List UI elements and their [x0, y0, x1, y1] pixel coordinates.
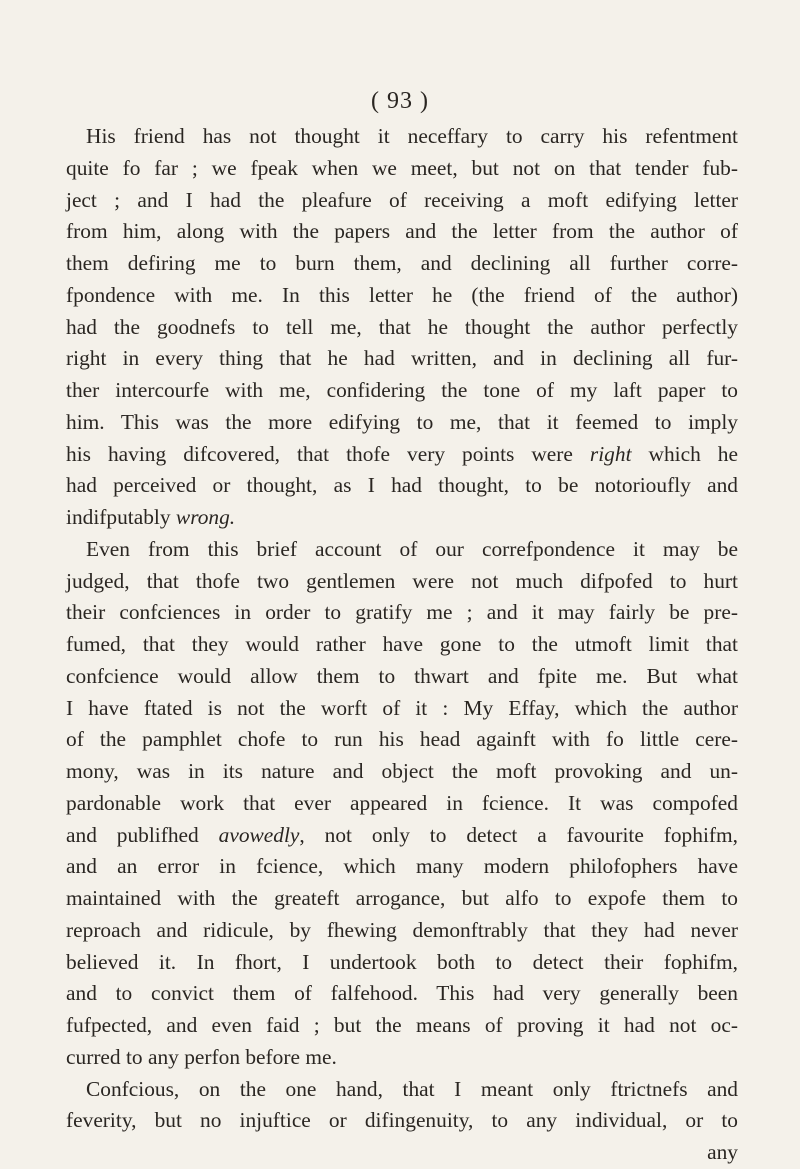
text-segment: believed it. In fhort, I undertook both to detect their fophifm,	[66, 949, 738, 974]
text-line	[66, 566, 738, 598]
text-line	[66, 1010, 738, 1042]
text-line	[66, 1042, 738, 1074]
italic-text: avowedly	[218, 822, 300, 847]
text-segment: pardonable work that ever appeared in fcience. It was compofed	[66, 790, 738, 815]
text-line	[66, 280, 738, 312]
text-segment: indifputably	[66, 505, 176, 529]
text-segment: fufpected, and even faid ; but the means of proving it had not oc-	[66, 1013, 738, 1037]
text-segment: and publifhed	[66, 822, 219, 847]
text-segment: Even from this brief account of our correfpondence it may be	[86, 536, 738, 561]
page-number: ( 93 )	[371, 88, 429, 114]
text-segment: his having difcovered, that thofe very points were	[66, 441, 590, 466]
text-line	[66, 248, 738, 280]
text-line	[66, 153, 738, 185]
text-line	[66, 439, 738, 471]
text-segment: and to convict them of falfehood. This had very generally been	[66, 981, 738, 1006]
text-line	[66, 788, 738, 820]
text-segment: confcience would allow them to thwart and fpite me. But what	[66, 663, 738, 688]
text-segment: him. This was the more edifying to me, that it feemed to imply	[66, 409, 738, 434]
text-line	[66, 1105, 738, 1137]
text-segment: their confciences in order to gratify me ; and it may fairly be pre-	[66, 600, 738, 625]
text-line	[66, 661, 738, 693]
text-segment: quite fo far ; we fpeak when we meet, but not on that tender fub-	[66, 155, 738, 180]
text-line	[66, 1137, 738, 1169]
text-line	[66, 756, 738, 788]
text-segment: judged, that thofe two gentlemen were not much difpofed to hurt	[66, 568, 738, 593]
text-line	[66, 883, 738, 915]
text-line	[66, 724, 738, 756]
text-line	[66, 216, 738, 248]
text-line	[66, 502, 738, 534]
text-line	[66, 407, 738, 439]
text-line	[66, 978, 738, 1010]
text-line	[66, 1074, 738, 1106]
text-segment: , not only to detect a favourite fophifm,	[299, 822, 738, 847]
text-segment: ject ; and I had the pleafure of receiving a moft edifying letter	[66, 187, 738, 212]
text-segment: maintained with the greateft arrogance, but alfo to expofe them to	[66, 886, 738, 910]
italic-text: wrong.	[175, 505, 236, 529]
text-line	[66, 312, 738, 344]
text-segment: had the goodnefs to tell me, that he thought the author perfectly	[66, 314, 738, 339]
text-line	[66, 629, 738, 661]
text-segment: curred to any perfon before me.	[66, 1044, 337, 1069]
text-segment: mony, was in its nature and object the moft provoking and un-	[66, 759, 738, 783]
text-segment: had perceived or thought, as I had thought, to be notorioufly and	[66, 473, 738, 498]
text-segment: I have ftated is not the worft of it : My Effay, which the author	[66, 695, 738, 720]
text-segment: and an error in fcience, which many modern philofophers have	[66, 854, 738, 879]
text-segment: ther intercourfe with me, confidering the tone of my laft paper to	[66, 378, 738, 402]
text-line	[66, 597, 738, 629]
text-line	[66, 915, 738, 947]
text-segment: feverity, but no injuftice or difingenuity, to any individual, or to	[66, 1108, 738, 1133]
text-segment: fpondence with me. In this letter he (the friend of the author)	[66, 282, 738, 307]
body-text	[66, 121, 738, 1169]
text-line	[66, 534, 738, 566]
text-line	[66, 820, 738, 852]
text-segment: from him, along with the papers and the letter from the author of	[66, 219, 738, 244]
text-line	[66, 693, 738, 725]
text-segment: of the pamphlet chofe to run his head againft with fo little cere-	[66, 727, 738, 752]
text-segment: Confcious, on the one hand, that I meant only ftrictnefs and	[86, 1076, 738, 1101]
text-line	[66, 121, 738, 153]
text-segment: right in every thing that he had written, and in declining all fur-	[66, 346, 738, 371]
text-line	[66, 375, 738, 407]
text-segment: fumed, that they would rather have gone to the utmoft limit that	[66, 632, 738, 656]
italic-text: right	[589, 441, 632, 466]
text-segment: any	[707, 1140, 738, 1164]
text-segment: His friend has not thought it neceffary to carry his refentment	[86, 124, 738, 148]
text-segment: which he	[631, 441, 738, 466]
text-line	[66, 947, 738, 979]
text-line	[66, 851, 738, 883]
text-line	[66, 470, 738, 502]
text-line	[66, 185, 738, 217]
text-line	[66, 343, 738, 375]
text-segment: reproach and ridicule, by fhewing demonftrably that they had never	[66, 917, 738, 942]
text-segment: them defiring me to burn them, and declining all further corre-	[66, 251, 738, 275]
